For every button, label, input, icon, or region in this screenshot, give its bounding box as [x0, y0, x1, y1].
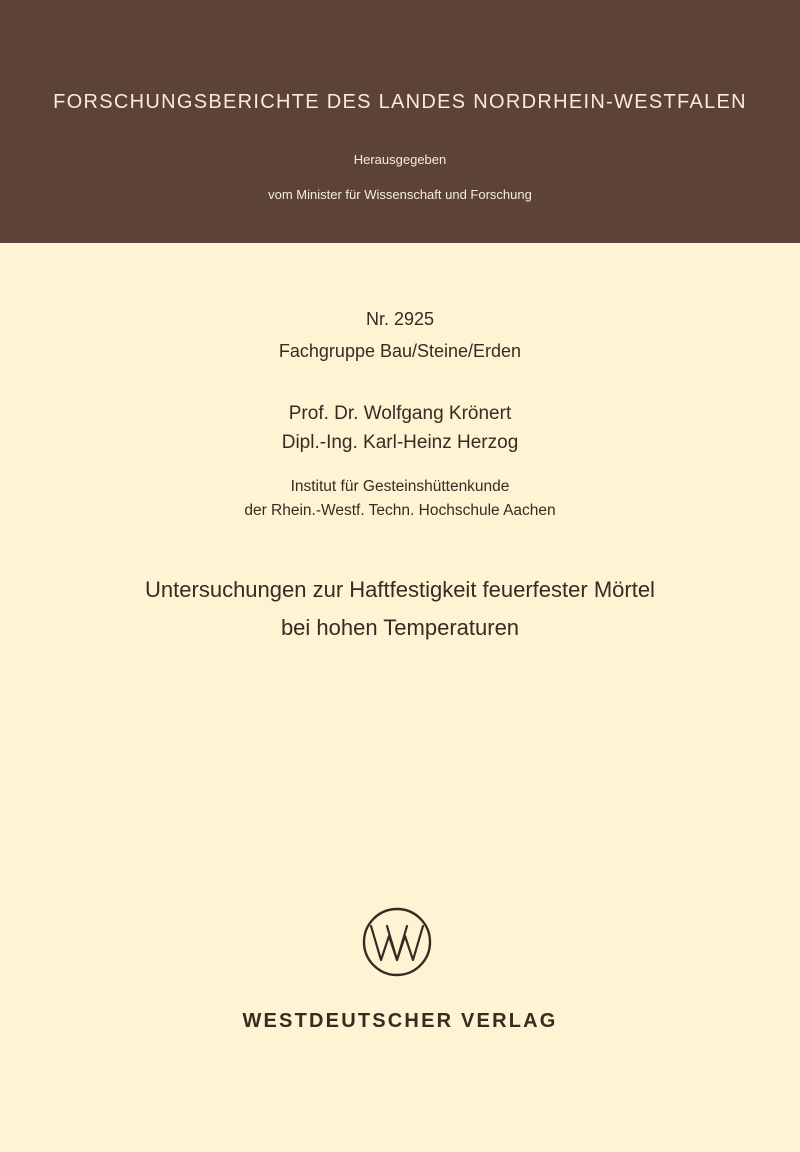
- subject-group: Fachgruppe Bau/Steine/Erden: [278, 341, 522, 361]
- editor-line-2: vom Minister für Wissenschaft und Forschung: [268, 187, 532, 202]
- editor-line-1: Herausgegeben: [353, 152, 447, 167]
- book-title-line-1: Untersuchungen zur Haftfestigkeit feuerfester Mörtel: [145, 577, 655, 602]
- series-title: FORSCHUNGSBERICHTE DES LANDES NORDRHEIN-WESTFALEN: [53, 91, 747, 113]
- series-header-band: [0, 0, 800, 243]
- author-2: Dipl.-Ing. Karl-Heinz Herzog: [281, 432, 519, 453]
- institute-line-1: Institut für Gesteinshüttenkunde: [290, 478, 510, 495]
- publisher-name: WESTDEUTSCHER VERLAG: [242, 1010, 558, 1032]
- author-1: Prof. Dr. Wolfgang Krönert: [288, 403, 512, 424]
- report-number: Nr. 2925: [365, 309, 435, 329]
- book-title-line-2: bei hohen Temperaturen: [280, 615, 520, 640]
- institute-line-2: der Rhein.-Westf. Techn. Hochschule Aachen: [244, 502, 556, 519]
- publisher-logo-icon: [361, 906, 433, 978]
